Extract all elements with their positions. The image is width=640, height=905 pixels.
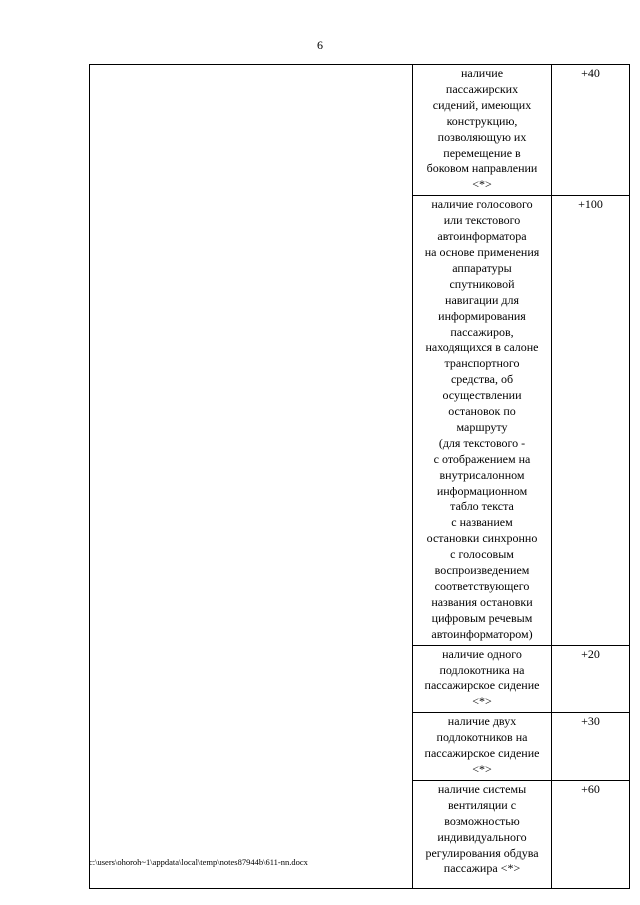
empty-left-cell [90, 65, 413, 889]
points-cell [552, 645, 630, 713]
description-cell [413, 713, 552, 781]
page-number: 6 [317, 38, 323, 52]
description-cell [413, 780, 552, 888]
criterion-description: наличие двух подлокотников на пассажирское сидение <*> [424, 714, 540, 776]
criterion-description: наличие одного подлокотника на пассажирское сидение <*> [424, 646, 540, 709]
criterion-points: +100 [578, 197, 603, 212]
criterion-points: +40 [581, 66, 600, 80]
description-cell [413, 645, 552, 713]
points-cell [552, 65, 630, 196]
description-cell [413, 65, 552, 196]
points-cell [552, 713, 630, 781]
criteria-table [89, 64, 630, 889]
criterion-points: +30 [581, 714, 600, 729]
table-row [90, 65, 630, 196]
points-cell [552, 196, 630, 645]
criterion-description: наличие голосового или текстового автоинформатора на основе применения аппаратуры спутниковой навигации для информирования пассажиров, находящихся в салоне транспортного средства, об осуществлении остановок по маршруту (для текстового - с отображением на внутрисалонном информационном табло текста с названием остановки синхронно с голосовым воспроизведением соответствующего названия остановки цифровым речевым автоинформатором) [424, 197, 540, 641]
criterion-description: наличие системы вентиляции с возможностью индивидуального регулирования обдува пассажира <*> [425, 781, 539, 876]
criterion-points: +20 [581, 646, 600, 661]
criterion-description: наличие пассажирских сидений, имеющих конструкцию, позволяющую их перемещение в боковом направлении <*> [426, 66, 538, 192]
footer-file-path: c:\users\ohoroh~1\appdata\local\temp\notes87944b\611-nn.docx [89, 857, 308, 867]
points-cell [552, 780, 630, 888]
criterion-points: +60 [581, 781, 600, 796]
description-cell [413, 196, 552, 645]
